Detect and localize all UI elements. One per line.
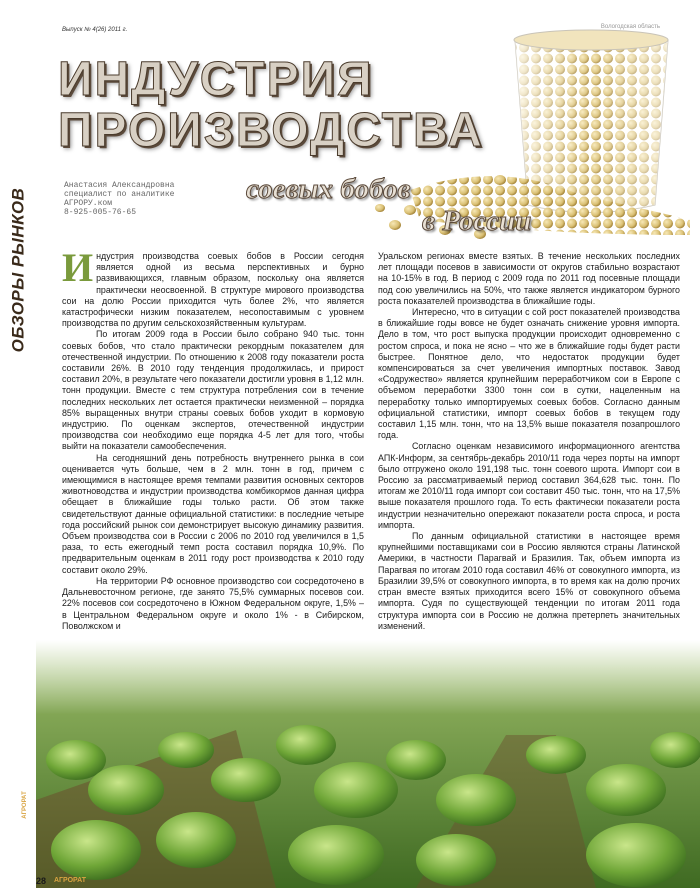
section-label xyxy=(4,180,32,360)
article-paragraph: По данным официальной статистики в настоящее время крупнейшими поставщиками сои в Россию являются страны Латинской Америки, в частности Парагвай и Бразилия. Так, объем импорта из Парагвая по итогам 2010 года составил 46% от совокупного импорта, из Бразилии 39,5% от совокупного импорта, в то время как на долю прочих стран вместе взятых приходится всего 15% от совокупного объема импорта. Судя по существующей тенденции по итогам 2011 года структура импорта сои в Россию не должна претерпеть значительных изменений. xyxy=(378,531,680,631)
subtitle-line-1: соевых бобов xyxy=(246,173,411,205)
soybean-field-image xyxy=(36,640,700,888)
article-paragraph: По итогам 2009 года в России было собрано 940 тыс. тонн соевых бобов, что стало практически рекордным показателем для отечественной индустрии. По отношению к 2008 году показатели роста составили 26%. В 2010 году тенденция продолжилась, и прирост составил 20%, в результате чего показатели достигли уровня в 1,12 млн. тонн продукции. Вместе с тем структура потребления сои в течение последних нескольких лет остается практически неизменной – порядка 85% выращенных внутри страны соевых бобов уходит в кормовую индустрию. По оценкам экспертов, отечественной индустрии производства сои необходимо еще порядка 4-5 лет для того, чтобы выйти на показатели самообеспечения. xyxy=(62,329,364,452)
article-paragraph: На территории РФ основное производство сои сосредоточено в Дальневосточном регионе, где занято 75,5% суммарных посевов сои. 22% посевов сои сосредоточено в Южном Федеральном округе, 1,5% – в Центральном Федеральном округе и около 1% - в Сибирском, Поволжском и xyxy=(62,575,364,631)
article-paragraph: Согласно оценкам независимого информационного агентства АПК-Информ, за сентябрь-декабрь 2010/11 года через порты на импорт было отгружено около 191,198 тыс. тонн соевого шрота. Импорт сои в Россию за рассматриваемый период составил 364,628 тыс. тонн. По итогам же 2010/11 года импорт сои составит 450 тыс. тонн, что на 17,5% выше показателя прошлого года. То есть фактически показатели роста индустрии незначительно опережают показатели роста спроса, и роста импорта. xyxy=(378,441,680,530)
author-phone: 8-925-005-76-65 xyxy=(64,208,137,217)
author-site: АГРОРУ.ком xyxy=(64,199,113,208)
issue-number: Выпуск № 4(26) 2011 г. xyxy=(62,27,128,33)
footer-brand: АГРОРАТ xyxy=(54,877,87,884)
article-paragraph: На сегодняшний день потребность внутреннего рынка в сои оценивается чуть больше, чем в 2 млн. тонн в год, причем с имеющимися в настоящее время темпами развития основных секторов животноводства и индустрии производства комбикормов данная цифра обещает в ближайшие годы только расти. Об этом также свидетельствуют данные официальной статистики: в последние четыре года российский рынок сои демонстрирует высокую динамику развития. Объем производства сои в России с 2006 по 2010 год увеличился в 1,5 раза, то есть ежегодный темп роста составил порядка 10,9%. По предварительным оценкам в 2011 году рост производства к 2010 году составит около 29%. xyxy=(62,452,364,575)
article-paragraph: Интересно, что в ситуации с сой рост показателей производства в ближайшие годы вовсе не будет означать снижение уровня импорта. Дело в том, что рост выпуска продукции происходит одновременно с ростом спроса, и пока не ясно – что же в ближайшие годы будет расти быстрее. Понятное дело, что недостаток продукции будет компенсироваться за счет увеличения импортных поставок. Завод «Содружество» является крупнейшим переработчиком сои в Европе с объемом переработки 3300 тонн сои в сутки, нацеленным на переработку только импортируемых соевых бобов. Согласно данным официальной статистики, импорт соевых бобов в текущем году составил 1,15 млн. тонн, что на 13,5% выше показателя позапрошлого года. xyxy=(378,307,680,441)
paragraph-text: ндустрия производства соевых бобов в России сегодня является одной из весьма перспективных и бурно развивающихся, главным образом, поскольку она является практически неосвоенной. В структуре мирового производства сои на долю России приходится чуть более 2%, что является катастрофически низким показателем, несопоставимым с уровнем производства по другим сельскохозяйственным культурам. xyxy=(62,251,364,329)
author-name: Анастасия Александровна xyxy=(64,181,175,190)
section-label-text: ОБЗОРЫ РЫНКОВ xyxy=(8,187,28,353)
page-number: 28 xyxy=(36,876,47,886)
title-line-2: ПРОИЗВОДСТВА xyxy=(58,104,484,157)
section-sidebar xyxy=(0,0,36,700)
author-role: специалист по аналитике xyxy=(64,190,175,199)
author-block xyxy=(64,181,174,217)
subtitle-line-2: в России xyxy=(422,205,532,237)
drop-cap: И xyxy=(62,245,94,290)
watermark: Вологодская область xyxy=(600,24,660,30)
side-brand-text: АГРОРАТ xyxy=(22,791,28,819)
title-line-1: ИНДУСТРИЯ xyxy=(58,53,374,106)
side-brand xyxy=(20,770,30,840)
article-paragraph xyxy=(62,245,364,329)
article-paragraph: Уральском регионах вместе взятых. В течение нескольких последних лет площади посевов в зависимости от округов стабильно возрастают на 10-15% в год. В период с 2009 года по 2011 год посевные площади под сою увеличились на 50%, что также является индикатором бурного роста показателей производства в ближайшие годы. xyxy=(378,251,680,306)
